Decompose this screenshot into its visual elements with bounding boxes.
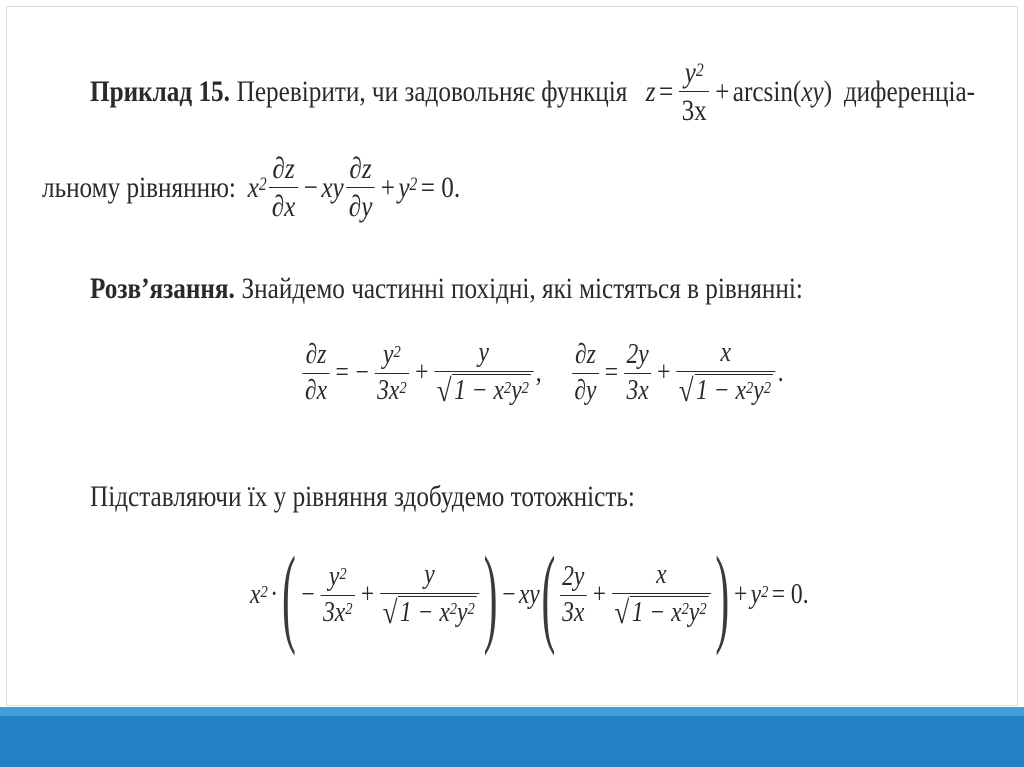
example-text-2: диференціа- xyxy=(843,74,976,108)
left-paren-2: ( xyxy=(541,534,556,656)
substitution-text-line xyxy=(90,480,635,514)
right-paren-2: ) xyxy=(715,534,729,656)
identity-equation: $x^2$ · ( − $\frac{y^2}{3x^2}$ + y √ $1 - x^2y^2$ ) − xy ( $\frac{2y}{3x}$ + x √ $1 - x^2y^2$ ) + $y^2$ = 0. xyxy=(250,534,809,656)
minus-sign: − xyxy=(303,170,318,204)
solution-text: Знайдемо частинні похідні, які містяться в рівнянні: xyxy=(241,272,803,305)
dz-dx-lhs: $\frac{\partial z}{\partial x}$ xyxy=(303,340,330,407)
example-line-1 xyxy=(90,56,975,127)
y2-over-3x: $\frac{y^2}{3x}$ xyxy=(679,56,709,127)
arcsin: arcsin(xy) xyxy=(732,74,833,108)
plus-sign: + xyxy=(380,170,395,204)
example-label: Приклад 15. xyxy=(90,74,230,108)
plus-sign: + xyxy=(715,74,730,108)
example-line-2 xyxy=(42,152,463,223)
y2-term: $y^2$ xyxy=(398,170,418,204)
partial-derivatives: $\frac{\partial z}{\partial x}$ = − $\frac{y^2}{3x^2}$ + y √ $1 - x^2y^2$ , $\frac{\partial z}{\partial y}$ = $\frac{2y}{3x}$ + x √ $1 - x^2y^2$ . xyxy=(300,338,784,409)
right-paren-1: ) xyxy=(483,534,498,656)
x2-factor: $x^2$ xyxy=(250,579,268,610)
substitution-text: Підставляючи їх у рівняння здобудемо тотожність: xyxy=(90,480,635,513)
y2-over-3x2: $\frac{y^2}{3x^2}$ xyxy=(320,562,355,629)
y2-over-3x2: $\frac{y^2}{3x^2}$ xyxy=(375,340,410,407)
example-text-3: льному рівнянню: xyxy=(42,170,236,204)
left-paren-1: ( xyxy=(282,534,297,656)
dz-dx: $\frac{\partial z}{\partial x}$ xyxy=(269,152,298,223)
equals-zero: = 0. xyxy=(420,170,461,204)
footer-bar xyxy=(0,716,1024,767)
solution-label: Розв’язання. xyxy=(90,272,235,305)
y2-final: $y^2$ xyxy=(750,579,769,610)
xy-factor: xy xyxy=(518,579,540,610)
eq-sign: = xyxy=(658,74,674,108)
y-over-sqrt: y √ $1 - x^2y^2$ xyxy=(434,338,533,409)
example-text-1: Перевірити, чи задовольняє функція xyxy=(236,74,628,108)
2y-over-3x: $\frac{2y}{3x}$ xyxy=(624,340,651,407)
dz-dy-lhs: $\frac{\partial z}{\partial y}$ xyxy=(572,340,599,407)
footer-accent-bar xyxy=(0,707,1024,716)
x-over-sqrt: x √ $1 - x^2y^2$ xyxy=(612,560,711,631)
x-over-sqrt: x √ $1 - x^2y^2$ xyxy=(676,338,775,409)
2y-over-3x: $\frac{2y}{3x}$ xyxy=(560,562,587,629)
equals-zero-final: = 0. xyxy=(771,579,809,610)
eq-x2: $x^2$ xyxy=(247,170,267,204)
var-z: z xyxy=(645,74,656,108)
xy-term: xy xyxy=(321,170,344,204)
dz-dy: $\frac{\partial z}{\partial y}$ xyxy=(346,152,375,223)
solution-line xyxy=(90,272,803,306)
y-over-sqrt: y √ $1 - x^2y^2$ xyxy=(380,560,479,631)
